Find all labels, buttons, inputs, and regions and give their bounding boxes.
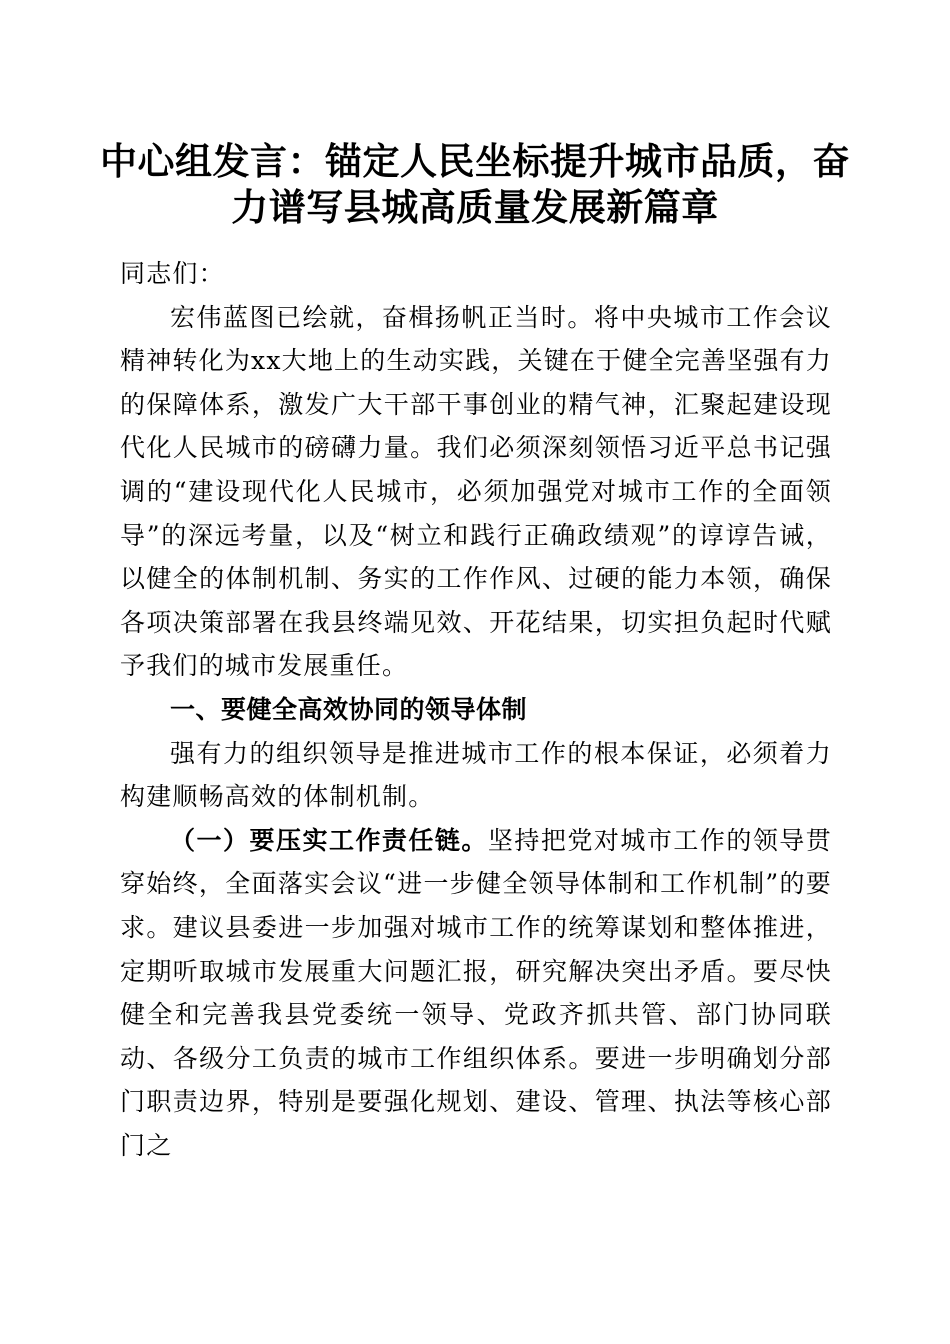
subsection-1-lead: （一）要压实工作责任链。: [170, 825, 488, 855]
subsection-1-paragraph: [120, 819, 832, 1168]
document-title-line-1: 中心组发言：锚定人民坐标提升城市品质，奋: [100, 139, 850, 183]
document-title: [95, 138, 855, 230]
subsection-1-text: 坚持把党对城市工作的领导贯穿始终，全面落实会议“进一步健全领导体制和工作机制”的要求。建议县委进一步加强对城市工作的统筹谋划和整体推进，定期听取城市发展重大问题汇报，研究解决突出矛盾。要尽快健全和完善我县党委统一领导、党政齐抓共管、部门协同联动、各级分工负责的城市工作组织体系。要进一步明确划分部门职责边界，特别是要强化规划、建设、管理、执法等核心部门之: [120, 825, 832, 1160]
salutation: 同志们：: [120, 259, 225, 288]
intro-paragraph: 宏伟蓝图已绘就，奋楫扬帆正当时。将中央城市工作会议精神转化为xx大地上的生动实践，关键在于健全完善坚强有力的保障体系，激发广大干部干事创业的精气神，汇聚起建设现代化人民城市的磅礴力量。我们必须深刻领悟习近平总书记强调的“建设现代化人民城市，必须加强党对城市工作的全面领导”的深远考量，以及“树立和践行正确政绩观”的谆谆告诫，以健全的体制机制、务实的工作作风、过硬的能力本领，确保各项决策部署在我县终端见效、开花结果，切实担负起时代赋予我们的城市发展重任。: [120, 302, 832, 681]
document-title-line-2: 力谱写县城高质量发展新篇章: [231, 185, 719, 229]
document-body: [120, 252, 832, 1167]
section-1-paragraph: 强有力的组织领导是推进城市工作的根本保证，必须着力构建顺畅高效的体制机制。: [120, 738, 832, 812]
section-1-heading: 一、要健全高效协同的领导体制: [170, 694, 528, 724]
